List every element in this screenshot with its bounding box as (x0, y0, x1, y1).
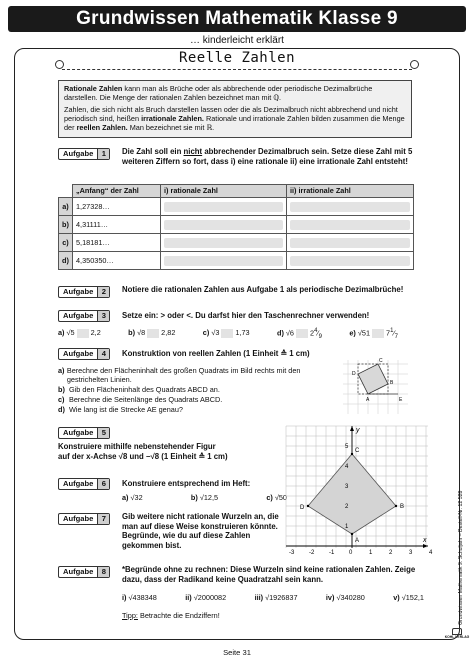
task-5-line-1: Konstruiere mithilfe nebenstehender Figur (58, 442, 216, 451)
point-label: A (355, 538, 360, 544)
table-row (59, 198, 414, 216)
task-number: 7 (97, 514, 109, 524)
compare-answer[interactable] (77, 329, 89, 338)
number-start: 4,350350… (73, 252, 161, 270)
task-2-text: Notiere die rationalen Zahlen aus Aufgabe 1 als periodische Dezimalbrüche! (122, 285, 404, 294)
list-item: ii) √2000082 (185, 593, 227, 602)
table-header: „Anfang“ der Zahl (73, 185, 161, 198)
answer-cell[interactable] (287, 198, 414, 216)
compare-answer[interactable] (372, 329, 384, 338)
list-item: v) √152,1 (393, 593, 424, 602)
tip-label: Tipp: (122, 611, 138, 620)
fig-label: E (399, 397, 403, 403)
fig-label: A (366, 397, 370, 403)
number-start: 4,31111… (73, 216, 161, 234)
info-text: kann man als Brüche oder als abbrechende oder periodische Dezimalbrüche darstellen. Die Menge der rationalen Zahlen bezeichnet man mit ℚ. (64, 84, 373, 103)
task-3-text: Setze ein: > oder <. Du darfst hier den Taschenrechner verwenden! (122, 311, 370, 320)
task-6-text: Konstruiere entsprechend im Heft: (122, 479, 251, 488)
task-number: 2 (97, 287, 109, 297)
row-label: b) (59, 216, 73, 234)
compare-item: d) √6 $2^4⁄_9$ (277, 328, 322, 340)
list-item: b) Gib den Flächeninhalt des Quadrats ABCD an. (58, 385, 220, 395)
task-4-items (58, 366, 308, 415)
row-label: a) (59, 198, 73, 216)
info-paragraph-2 (64, 105, 406, 132)
task-5-line-2: auf der x-Achse √8 und −√8 (1 Einheit ≙ 1 cm) (58, 451, 228, 461)
book-icon (452, 628, 462, 635)
task-number: 5 (97, 428, 109, 438)
task-label-8 (58, 566, 110, 578)
task-number: 1 (97, 149, 109, 159)
info-text: Rationale und irrationale Zahlen bilden zusammen die Menge der (64, 114, 405, 133)
fig-label: B (390, 380, 394, 386)
task-label-7 (58, 513, 110, 525)
row-label: d) (59, 252, 73, 270)
term-irrational: irrationale Zahlen. (141, 114, 204, 124)
side-order-number (458, 380, 470, 625)
list-item: iv) √340280 (325, 593, 365, 602)
publisher-logo (444, 628, 470, 642)
number-start: 1,27328… (73, 198, 161, 216)
list-item: c) √50 (266, 493, 287, 502)
task-8-items (122, 593, 424, 602)
task-number: 8 (97, 567, 109, 577)
square-figure (338, 354, 418, 420)
table-header: ii) irrationale Zahl (287, 185, 414, 198)
table-row (59, 252, 414, 270)
fig-label: D (352, 371, 356, 377)
task-label-2 (58, 286, 110, 298)
task-label-4 (58, 348, 110, 360)
number-start: 5,18181… (73, 234, 161, 252)
task-1-table (58, 184, 414, 270)
point-marker (307, 505, 309, 507)
task-word: Aufgabe (63, 149, 94, 158)
task-label-5 (58, 427, 110, 439)
task-4-text: Konstruktion von reellen Zahlen (1 Einheit ≙ 1 cm) (122, 349, 310, 358)
y-tick-label: 3 (345, 484, 349, 490)
task-1-text-a: Die Zahl soll ein (122, 147, 184, 156)
task-word: Aufgabe (63, 428, 94, 437)
publisher-name: KOHL VERLAG (444, 635, 470, 639)
term-real: reellen Zahlen. (76, 123, 128, 133)
task-1-text-underlined: nicht (183, 147, 203, 156)
point-label: D (300, 505, 305, 511)
fig-label: C (379, 358, 383, 364)
answer-cell[interactable] (161, 198, 287, 216)
x-tick-label: 0 (349, 550, 353, 556)
compare-answer[interactable] (147, 329, 159, 338)
task-number: 4 (97, 349, 109, 359)
tip-text: Betrachte die Endziffern! (137, 611, 220, 620)
page-subtitle: … kinderleicht erklärt (190, 35, 284, 46)
task-word: Aufgabe (63, 287, 94, 296)
compare-item: b) √8 2,82 (128, 328, 176, 337)
point-marker (395, 505, 397, 507)
point-label: B (400, 504, 405, 510)
info-text: Zahlen, die sich nicht als Bruch darstellen lassen oder die als Dezimalbruch nicht abbrechend und nicht periodisch sind, heißen (64, 105, 398, 124)
x-tick-label: -1 (329, 550, 335, 556)
compare-answer[interactable] (221, 329, 233, 338)
list-item: a) Berechne den Flächeninhalt des großen Quadrats im Bild rechts mit den gestrichelten Linien. (58, 366, 301, 385)
task-word: Aufgabe (63, 349, 94, 358)
answer-cell[interactable] (161, 216, 287, 234)
task-8-text: *Begründe ohne zu rechnen: Diese Wurzeln sind keine rationalen Zahlen. Zeige dazu, dass der Radikand keine Quadratzahl sein kann. (122, 565, 416, 584)
list-item: d) Wie lang ist die Strecke AE genau? (58, 405, 183, 415)
x-axis-label: x (423, 537, 427, 544)
y-tick-label: 5 (345, 444, 349, 450)
answer-cell[interactable] (287, 216, 414, 234)
task-word: Aufgabe (63, 567, 94, 576)
point-label: C (355, 448, 360, 454)
y-axis-label: y (356, 427, 360, 434)
table-corner (59, 185, 73, 198)
task-5-text (58, 442, 288, 461)
task-number: 3 (97, 311, 109, 321)
info-box (58, 80, 412, 138)
answer-cell[interactable] (287, 234, 414, 252)
y-tick-label: 2 (345, 504, 349, 510)
x-tick-label: -3 (289, 550, 295, 556)
y-tick-label: 1 (345, 524, 349, 530)
point-marker (351, 533, 353, 535)
task-word: Aufgabe (63, 479, 94, 488)
x-tick-label: 4 (429, 550, 433, 556)
term-rational: Rationale Zahlen (64, 84, 123, 93)
row-label: c) (59, 234, 73, 252)
x-tick-label: 3 (409, 550, 413, 556)
table-row (59, 216, 414, 234)
answer-cell[interactable] (161, 252, 287, 270)
task-3-items (58, 328, 398, 341)
compare-item: c) √3 1,73 (202, 328, 250, 337)
x-tick-label: -2 (309, 550, 315, 556)
task-label-1 (58, 148, 110, 160)
task-label-6 (58, 478, 110, 490)
tip (122, 611, 220, 620)
task-label-3 (58, 310, 110, 322)
x-tick-label: 1 (369, 550, 373, 556)
answer-cell[interactable] (161, 234, 287, 252)
task-1-text-b: abbrechender Dezimalbruch sein. Setze diese Zahl mit 5 weiteren Ziffern so fort, dass i) eine rationale ii) eine irrationale Zahl entsteht! (122, 147, 413, 166)
divider (62, 69, 412, 70)
list-item: b) √12,5 (190, 493, 219, 502)
list-item: a) √32 (122, 493, 143, 502)
list-item: iii) √1926837 (254, 593, 298, 602)
task-7-text: Gib weitere nicht rationale Wurzeln an, die man auf diese Weise konstruieren könnte. Begründe, wie du auf diese Zahlen gekommen bist. (122, 512, 279, 551)
task-word: Aufgabe (63, 514, 94, 523)
task-word: Aufgabe (63, 311, 94, 320)
info-paragraph-1 (64, 84, 406, 102)
compare-item: a) √5 2,2 (58, 328, 101, 337)
x-tick-label: 2 (389, 550, 393, 556)
coordinate-figure (282, 424, 432, 554)
compare-answer[interactable] (296, 329, 308, 338)
side-text: Grundwissen Mathematik 9. Schuljahr – Bestell-Nr. 12 528 (458, 490, 464, 625)
list-item: c) Berechne die Seitenlänge des Quadrats ABCD. (58, 395, 223, 405)
page-title: Grundwissen Mathematik Klasse 9 (8, 6, 466, 32)
y-tick-label: 4 (345, 464, 349, 470)
task-6-items (122, 493, 287, 502)
answer-cell[interactable] (287, 252, 414, 270)
page-number: Seite 31 (223, 648, 251, 657)
task-1-text (122, 147, 422, 166)
compare-item: e) √51 $7^1⁄_7$ (349, 328, 398, 340)
task-number: 6 (97, 479, 109, 489)
table-header: i) rationale Zahl (161, 185, 287, 198)
point-marker (351, 453, 353, 455)
section-title: Reelle Zahlen (178, 50, 296, 66)
table-row (59, 234, 414, 252)
list-item: i) √438348 (122, 593, 157, 602)
info-text: Man bezeichnet sie mit ℝ. (127, 123, 215, 133)
